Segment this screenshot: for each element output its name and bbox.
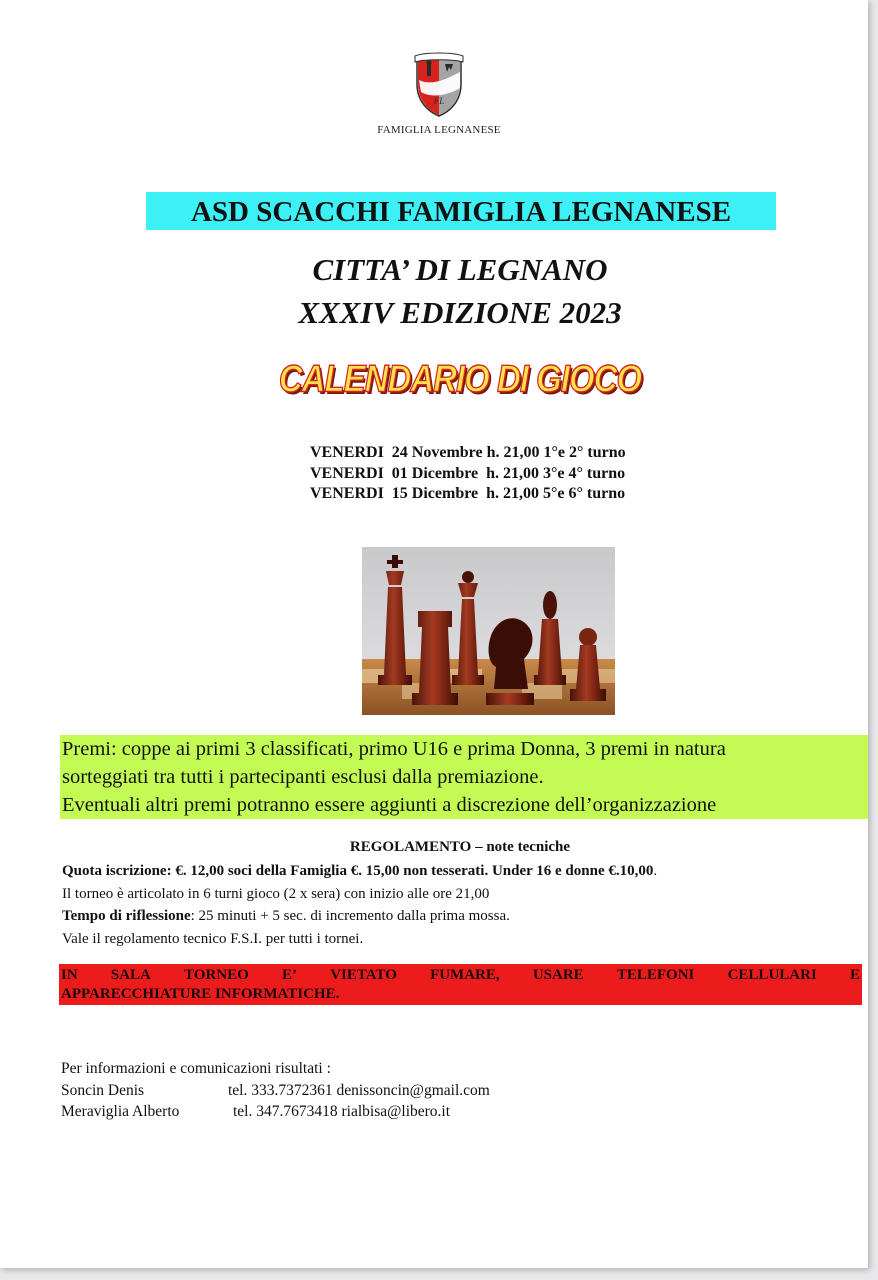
warning-word: USARE: [532, 967, 584, 983]
prizes-box: [60, 735, 868, 819]
rules-heading: REGOLAMENTO – note tecniche: [349, 839, 571, 855]
rules-regulation: Vale il regolamento tecnico F.S.I. per tutti i tornei.: [62, 930, 364, 947]
svg-text:FL: FL: [433, 96, 445, 106]
chess-pieces-photo: [362, 547, 615, 715]
schedule-row: VENERDI 24 Novembre h. 21,00 1°e 2° turno: [310, 444, 626, 461]
fee-tail: .: [653, 863, 658, 879]
contacts-intro: Per informazioni e comunicazioni risultati :: [61, 1060, 331, 1077]
page-title: ASD SCACCHI FAMIGLIA LEGNANESE: [146, 192, 776, 230]
warning-word: FUMARE,: [430, 967, 500, 983]
warning-word: E’: [282, 967, 297, 983]
calendar-heading: CALENDARIO DI GIOCO: [278, 357, 642, 400]
warning-line: APPARECCHIATURE INFORMATICHE.: [61, 986, 340, 1002]
contact-name: Soncin Denis: [61, 1081, 145, 1099]
warning-word: TELEFONI: [616, 967, 695, 983]
warning-banner: [59, 964, 862, 1005]
crest-logo-icon: [409, 50, 469, 118]
contact-name: Meraviglia Alberto: [61, 1103, 180, 1120]
contact-row: [61, 1101, 761, 1123]
fee-text: Quota iscrizione: €. 12,00 soci della Famiglia €. 15,00 non tesserati. Under 16 e donne €.10,00: [62, 863, 654, 879]
contacts-section: [61, 1058, 761, 1123]
contact-details[interactable]: tel. 333.7372361 denissoncin@gmail.com: [228, 1081, 490, 1099]
prizes-line: sorteggiati tra tutti i partecipanti esclusi dalla premiazione.: [62, 766, 544, 788]
rules-structure: Il torneo è articolato in 6 turni gioco (2 x sera) con inizio alle ore 21,00: [62, 885, 490, 902]
warning-line: [61, 966, 860, 985]
rules-section: [62, 860, 862, 950]
time-text: : 25 minuti + 5 sec. di incremento dalla prima mossa.: [190, 908, 510, 924]
schedule-row: VENERDI 15 Dicembre h. 21,00 5°e 6° turno: [310, 485, 626, 502]
time-label: Tempo di riflessione: [62, 908, 191, 924]
rules-fee: [62, 860, 862, 883]
contact-row: [61, 1080, 761, 1102]
chess-pieces-icon: [362, 547, 615, 715]
prizes-line: Eventuali altri premi potranno essere aggiunti a discrezione dell’organizzazione: [62, 794, 717, 816]
subtitle-city: CITTA’ DI LEGNANO: [312, 252, 608, 287]
logo-caption: FAMIGLIA LEGNANESE: [377, 124, 501, 136]
schedule-row: VENERDI 01 Dicembre h. 21,00 3°e 4° turno: [310, 464, 626, 482]
warning-word: E: [849, 967, 860, 983]
contact-details[interactable]: tel. 347.7673418 rialbisa@libero.it: [233, 1103, 451, 1120]
warning-word: CELLULARI: [727, 967, 817, 983]
logo: [0, 50, 878, 136]
warning-word: IN: [61, 967, 78, 983]
rules-time: [62, 905, 862, 928]
subtitle-edition: XXXIV EDIZIONE 2023: [298, 295, 622, 330]
warning-word: SALA: [110, 967, 151, 983]
warning-word: VIETATO: [330, 967, 397, 983]
warning-word: TORNEO: [184, 967, 249, 983]
schedule-list: [310, 443, 730, 505]
prizes-line: Premi: coppe ai primi 3 classificati, primo U16 e prima Donna, 3 premi in natura: [62, 738, 726, 760]
